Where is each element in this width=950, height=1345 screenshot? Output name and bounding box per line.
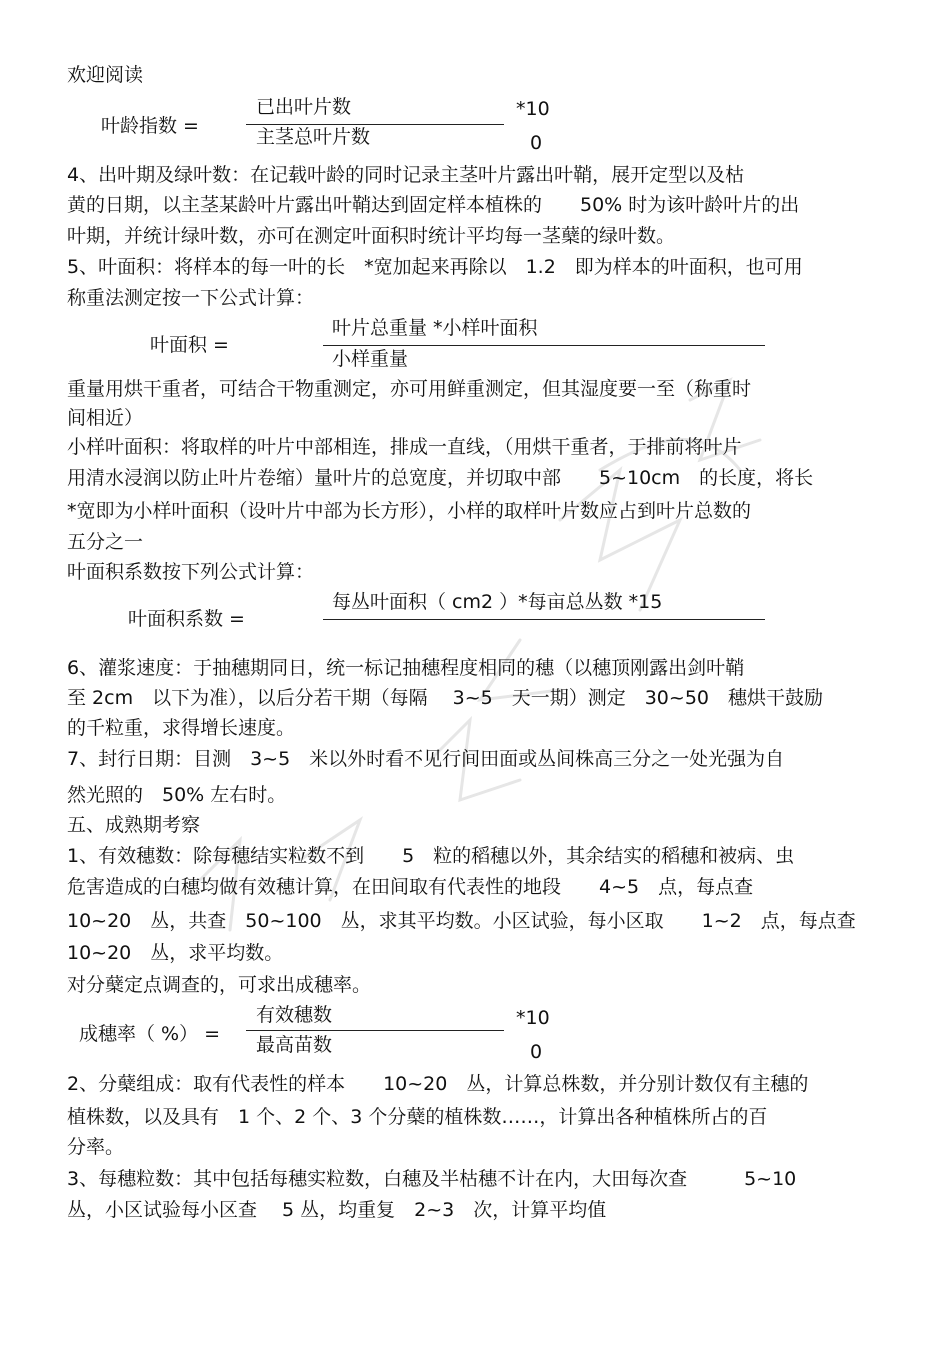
text-line: 分率。 [67,1136,125,1158]
text-line: 1、有效穗数：除每穗结实粒数不到 5 粒的稻穗以外，其余结实的稻穗和被病、虫 [67,845,795,867]
text-line: 用清水浸润以防止叶片卷缩）量叶片的总宽度，并切取中部 5~10cm 的长度，将长 [67,467,814,489]
text-line: *宽即为小样叶面积（设叶片中部为长方形），小样的取样叶片数应占到叶片总数的 [67,500,752,522]
fraction-bar [246,1030,504,1031]
formula-denominator: 最高苗数 [256,1034,333,1056]
formula-factor-bottom: 0 [530,1041,543,1063]
text-line: 然光照的 50% 左右时。 [67,784,287,806]
formula-denominator: 小样重量 [332,348,409,370]
formula-factor-top: *10 [516,98,550,120]
fraction-bar [323,619,765,620]
section-heading: 五、成熟期考察 [67,814,201,836]
formula-numerator: 每丛叶面积（ cm2 ）*每亩总丛数 *15 [332,591,663,613]
text-line: 间相近） [67,407,144,429]
formula-label: 叶面积 = [150,334,229,356]
formula-numerator: 有效穗数 [256,1004,333,1026]
formula-label: 叶面积系数 = [128,608,245,630]
text-line: 对分蘖定点调查的，可求出成穗率。 [67,974,372,996]
text-line: 小样叶面积：将取样的叶片中部相连，排成一直线，（用烘干重者，于排前将叶片 [67,436,742,458]
text-line: 7、封行日期：目测 3~5 米以外时看不见行间田面或丛间株高三分之一处光强为自 [67,748,785,770]
text-line: 黄的日期，以主茎某龄叶片露出叶鞘达到固定样本植株的 50% 时为该叶龄叶片的出 [67,194,800,216]
text-line: 叶面积系数按下列公式计算： [67,561,315,583]
formula-denominator: 主茎总叶片数 [256,126,371,148]
text-line: 称重法测定按一下公式计算： [67,287,315,309]
text-line: 2、分蘖组成：取有代表性的样本 10~20 丛，计算总株数，并分别计数仅有主穗的 [67,1073,809,1095]
page-header: 欢迎阅读 [67,64,144,86]
formula-label: 叶龄指数 = [101,115,199,137]
text-line: 丛，小区试验每小区查 5 丛，均重复 2~3 次，计算平均值 [67,1199,607,1221]
text-line: 重量用烘干重者，可结合干物重测定，亦可用鲜重测定，但其湿度要一至（称重时 [67,378,752,400]
text-line: 3、每穗粒数：其中包括每穗实粒数，白穗及半枯穗不计在内，大田每次查 5~10 [67,1168,797,1190]
text-line: 10~20 丛，共查 50~100 丛，求其平均数。小区试验，每小区取 1~2 点，每点查 [67,910,856,932]
text-line: 10~20 丛，求平均数。 [67,942,284,964]
text-line: 的千粒重，求得增长速度。 [67,717,296,739]
text-line: 4、出叶期及绿叶数：在记载叶龄的同时记录主茎叶片露出叶鞘，展开定型以及枯 [67,164,745,186]
text-line: 植株数，以及具有 1 个、2 个、3 个分蘖的植株数……，计算出各种植株所占的百 [67,1106,768,1128]
text-line: 5、叶面积：将样本的每一叶的长 *宽加起来再除以 1.2 即为样本的叶面积，也可用 [67,256,803,278]
text-line: 6、灌浆速度：于抽穗期同日，统一标记抽穗程度相同的穗（以穗顶刚露出剑叶鞘 [67,657,745,679]
text-line: 五分之一 [67,531,144,553]
fraction-bar [246,124,504,125]
text-line: 危害造成的白穗均做有效穗计算，在田间取有代表性的地段 4~5 点，每点查 [67,876,754,898]
formula-numerator: 叶片总重量 *小样叶面积 [332,317,538,339]
text-line: 至 2cm 以下为准），以后分若干期（每隔 3~5 天一期）测定 30~50 穗烘干鼓励 [67,687,823,709]
formula-label: 成穗率（ %） = [79,1023,221,1045]
formula-factor-top: *10 [516,1007,550,1029]
text-line: 叶期，并统计绿叶数，亦可在测定叶面积时统计平均每一茎蘖的绿叶数。 [67,225,676,247]
formula-factor-bottom: 0 [530,132,543,154]
formula-numerator: 已出叶片数 [256,96,352,118]
fraction-bar [323,345,765,346]
